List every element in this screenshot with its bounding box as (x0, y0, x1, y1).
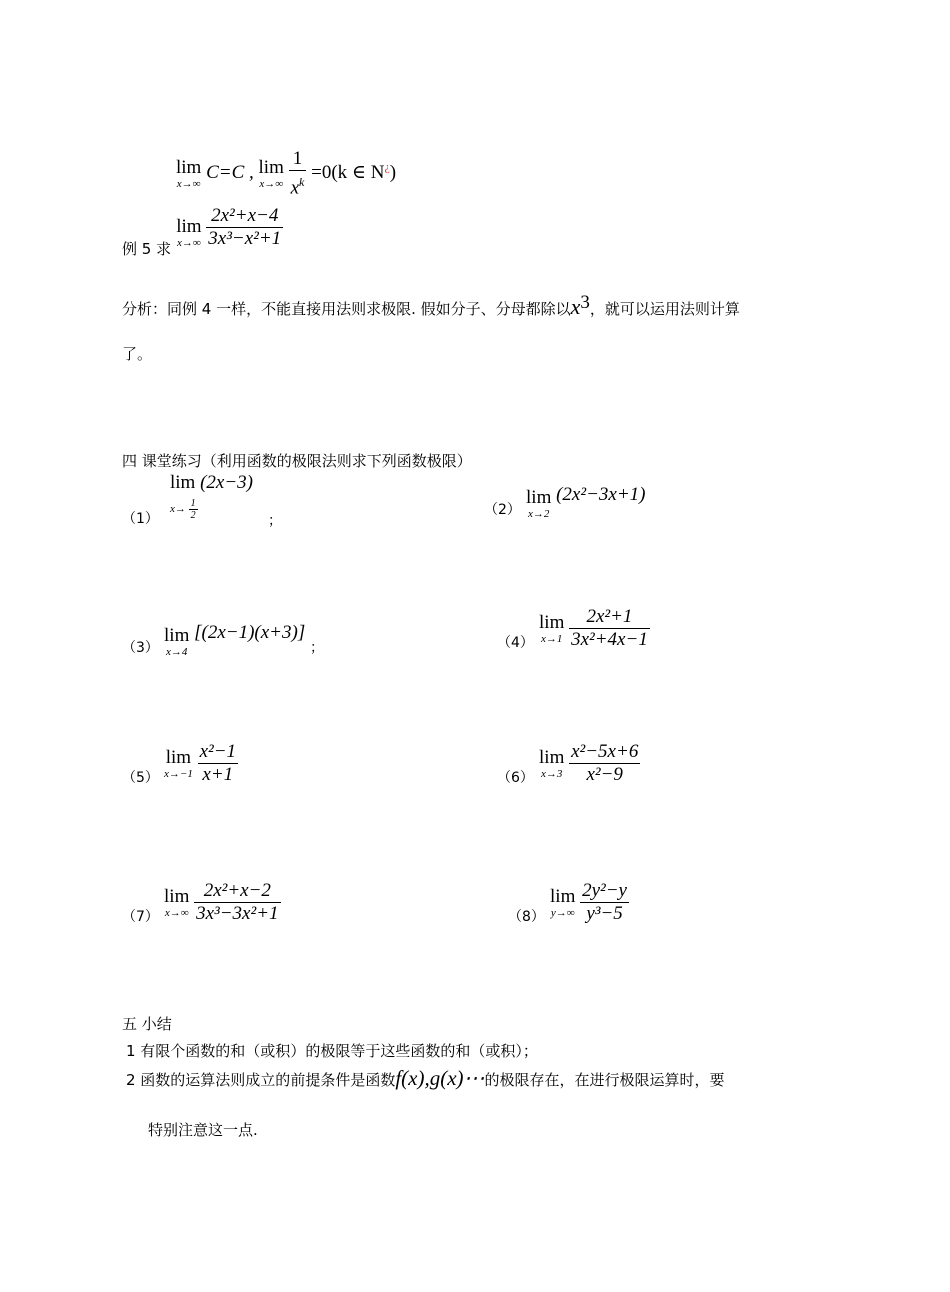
reciprocal-fraction: $\frac{1}{x^k}$ (290, 148, 305, 199)
summary-point-1: 1 有限个函数的和（或积）的极限等于这些函数的和（或积）； (126, 1042, 538, 1060)
exercise-6: （6） lim x→3 $\frac{\text{x²−5x+6}}{\text{x²−9}}$ (497, 741, 639, 786)
analysis-line-1: 分析：同例 4 一样，不能直接用法则求极限. 假如分子、分母都除以$x^3$，就可以运用法则计算 (122, 292, 740, 319)
limit-rules-formula: lim x→∞ C=C , lim x→∞ $\frac{1}{x^k}$ =0(k ∈ N¿) (176, 148, 397, 199)
exercise-4: （4） lim x→1 $\frac{\text{2x²+1}}{\text{3x²+4x−1}}$ (497, 606, 648, 651)
exercise-7: （7） lim x→∞ $\frac{\text{2x²+x−2}}{\text{3x³−3x²+1}}$ (122, 880, 279, 925)
const-expression: C=C , (206, 162, 254, 184)
lim-operator: lim x→∞ (176, 156, 202, 190)
missing-glyph: ¿ (384, 159, 390, 174)
analysis-line-2: 了。 (122, 345, 153, 363)
summary-point-2: 2 函数的运算法则成立的前提条件是函数f(x),g(x)⋯的极限存在，在进行极限运算时，要 (126, 1066, 725, 1090)
section-4-title: 四 课堂练习（利用函数的极限法则求下列函数极限） (122, 452, 472, 470)
lim-operator: lim x→∞ (258, 156, 284, 190)
example-label: 例 5 求 (122, 239, 172, 258)
summary-point-2-cont: 特别注意这一点. (148, 1121, 258, 1139)
exercise-3: （3） lim x→4 [(2x−1)(x+3)] ； (122, 622, 324, 658)
exercise-5: （5） lim x→−1 $\frac{\text{x²−1}}{x+1}$ (122, 741, 237, 786)
exercise-8: （8） lim y→∞ $\frac{\text{2y²−y}}{\text{y³−5}}$ (508, 880, 627, 925)
exercise-2: （2） lim x→2 (2x²−3x+1) (484, 484, 646, 520)
example-fraction: $\frac{\text{2x²+x−4}}{\text{3x³−x²+1}}$ (208, 205, 282, 249)
equals-zero: =0(k ∈ N (311, 162, 385, 184)
example-5 (122, 205, 283, 259)
lim-operator: lim x→∞ (176, 215, 202, 249)
section-5-title: 五 小结 (122, 1015, 172, 1033)
